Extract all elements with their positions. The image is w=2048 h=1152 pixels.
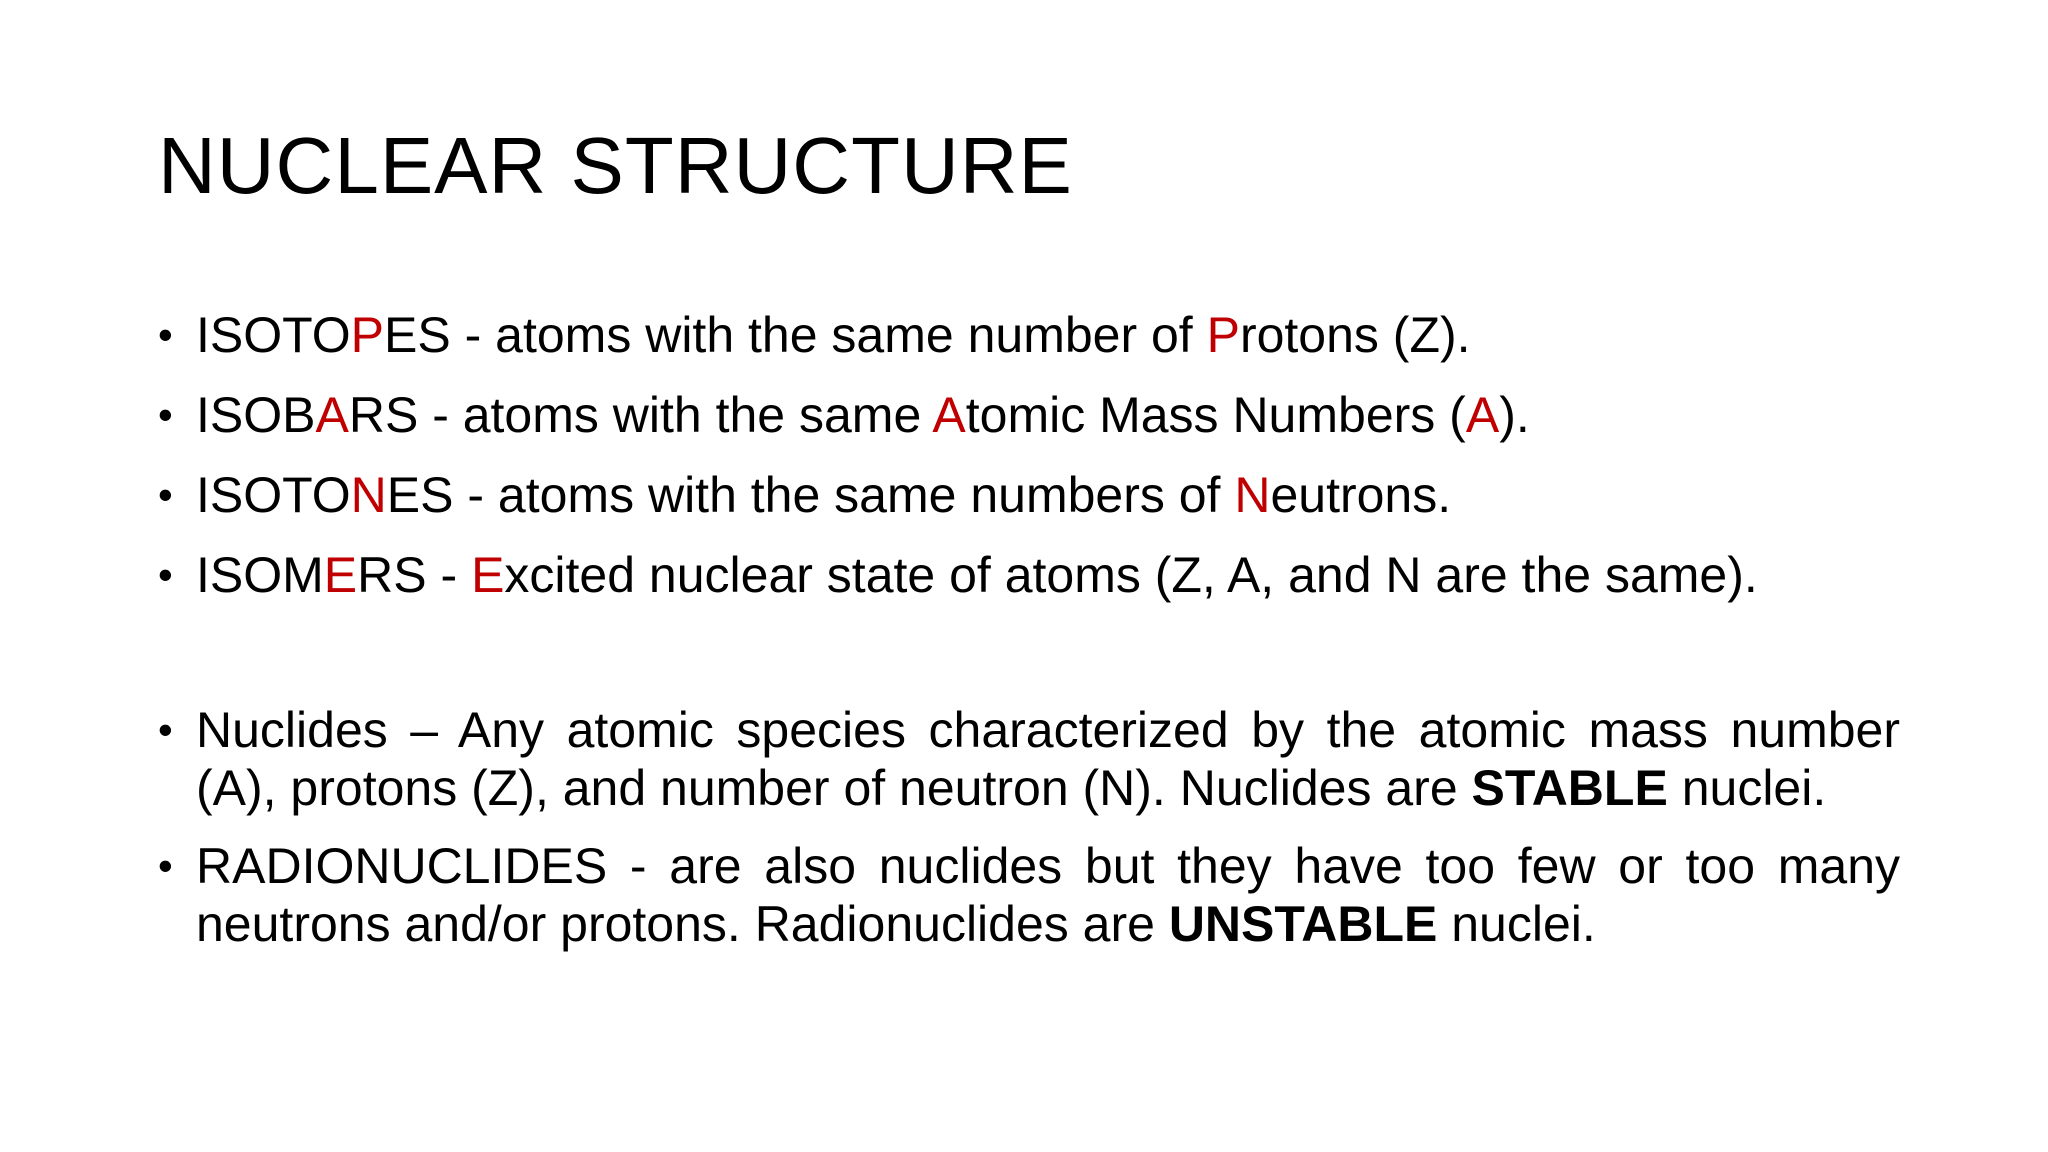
emphasis-text: STABLE	[1471, 760, 1668, 816]
definition-text: nuclei.	[1667, 760, 1827, 816]
definition-text: xcited nuclear state of atoms (Z, A, and N are the same).	[504, 547, 1758, 603]
definition-text: RADIONUCLIDES - are also nuclides but they have too few or too many neutrons and/or protons. Radionuclides are	[196, 838, 1900, 952]
definition-text: tomic Mass Numbers (	[965, 387, 1466, 443]
definition-text: RS - atoms with the same	[348, 387, 933, 443]
bullet-isomers	[158, 545, 1900, 605]
term-text: ISOM	[196, 547, 324, 603]
definition-text: ).	[1499, 387, 1530, 443]
bullet-isotopes	[158, 305, 1900, 365]
emphasis-text: UNSTABLE	[1168, 896, 1438, 952]
definition-highlight-letter: A	[1465, 387, 1500, 443]
bullet-point-icon: •	[158, 311, 173, 358]
definition-text: RS -	[357, 547, 472, 603]
term-highlight-letter: A	[315, 387, 349, 443]
definition-highlight-letter: N	[1234, 467, 1271, 523]
term-definition-list	[158, 305, 1900, 625]
term-text: ISOB	[196, 387, 316, 443]
definition-highlight-letter: A	[932, 387, 966, 443]
bullet-point-icon: •	[158, 551, 173, 598]
definition-highlight-letter: E	[471, 547, 505, 603]
definition-text: nuclei.	[1437, 896, 1596, 952]
definition-text: Nuclides – Any atomic species characterized by the atomic mass number (A), protons (Z), and number of neutron (N). Nuclides are	[196, 702, 1900, 816]
bullet-point-icon: •	[158, 842, 173, 889]
term-text: ISOTO	[196, 467, 351, 523]
term-highlight-letter: E	[323, 547, 358, 603]
definition-text: ES - atoms with the same numbers of	[386, 467, 1235, 523]
slide-title: NUCLEAR STRUCTURE	[158, 121, 1073, 210]
bullet-point-icon: •	[158, 706, 173, 753]
term-highlight-letter: P	[350, 307, 385, 363]
bullet-radionuclides	[158, 837, 1900, 953]
bullet-point-icon: •	[158, 391, 173, 438]
bullet-point-icon: •	[158, 471, 173, 518]
definition-text: ES - atoms with the same number of	[384, 307, 1207, 363]
definition-text: eutrons.	[1270, 467, 1452, 523]
bullet-isotones	[158, 465, 1900, 525]
bullet-isobars	[158, 385, 1900, 445]
bullet-nuclides	[158, 701, 1900, 817]
term-highlight-letter: N	[350, 467, 387, 523]
term-text: ISOTO	[196, 307, 351, 363]
definition-text: rotons (Z).	[1239, 307, 1471, 363]
definition-highlight-letter: P	[1206, 307, 1240, 363]
nuclide-definition-list	[158, 701, 1900, 973]
